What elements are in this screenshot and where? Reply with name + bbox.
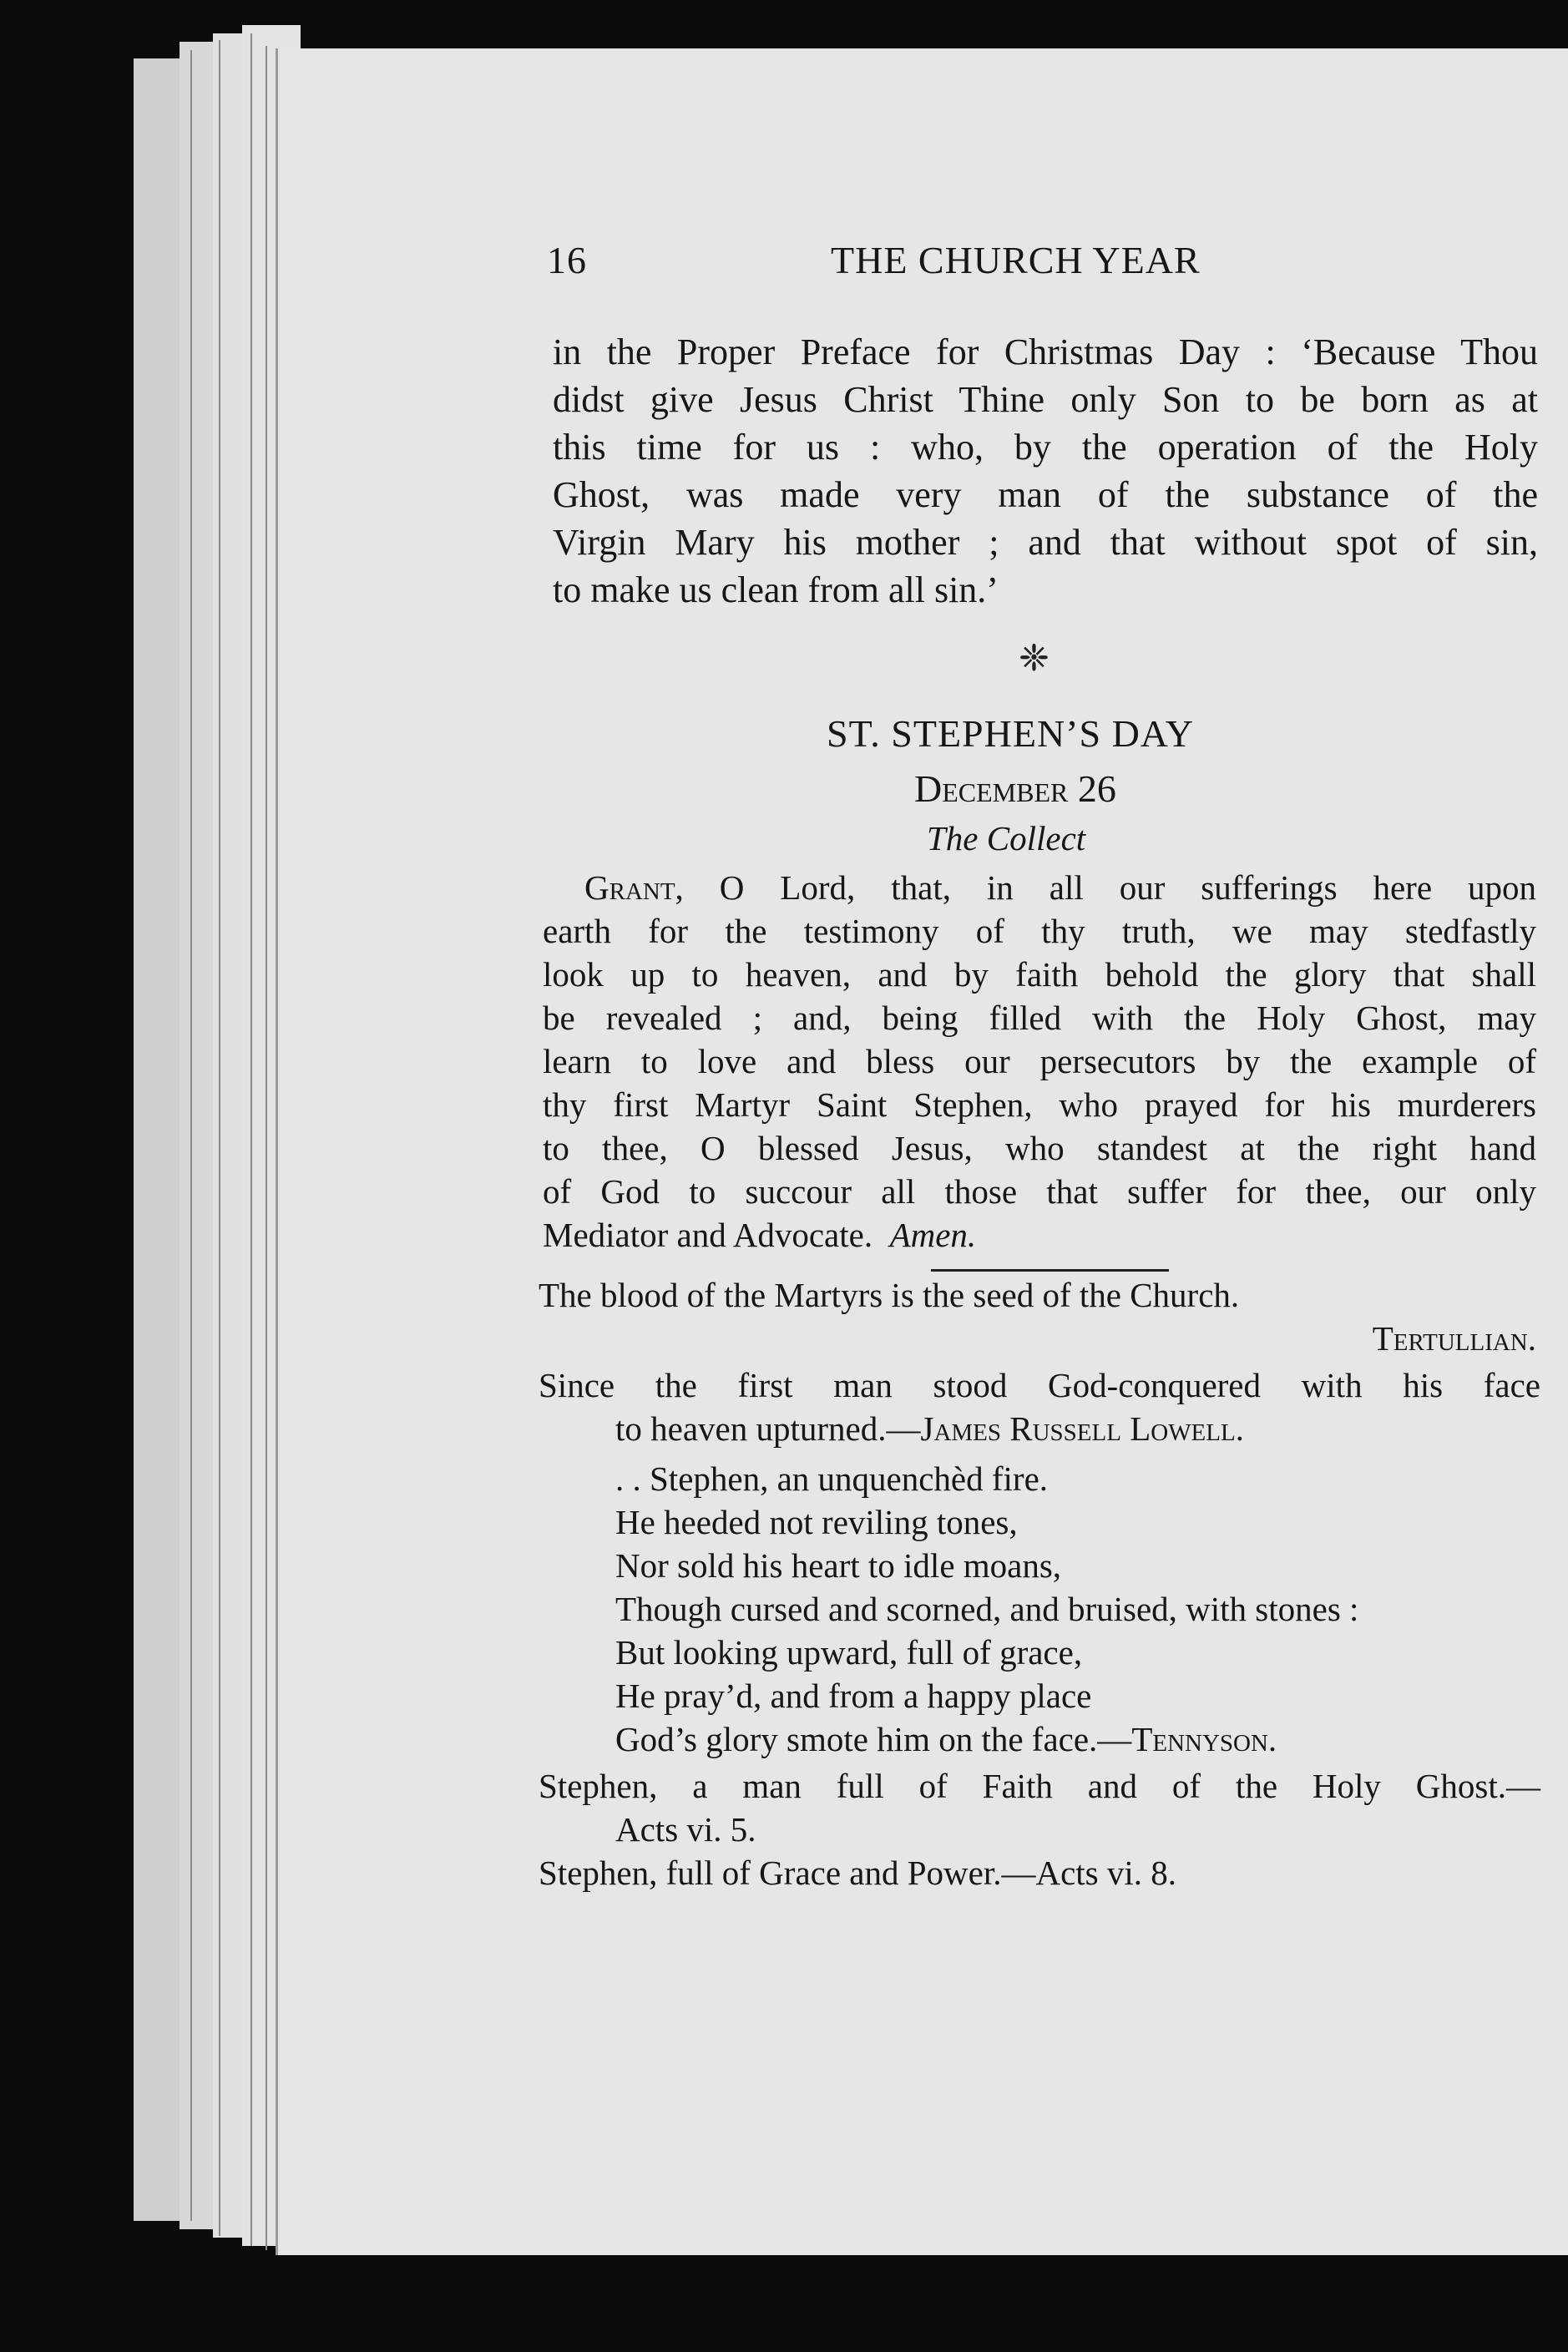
- text-line: thy first Martyr Saint Stephen, who prayed for his murderers: [543, 1085, 1536, 1124]
- acts-quote-line: Stephen, a man full of Faith and of the Holy Ghost.—: [539, 1767, 1540, 1805]
- running-title: THE CHURCH YEAR: [831, 239, 1201, 281]
- text-line: to make us clean from all sin.’: [553, 569, 999, 610]
- lowell-quote-line: Since the first man stood God-conquered with his face: [539, 1366, 1540, 1404]
- text-line: Virgin Mary his mother ; and that without spot of sin,: [553, 522, 1538, 563]
- tennyson-verse-line: Nor sold his heart to idle moans,: [615, 1546, 1062, 1585]
- tertullian-attribution: Tertullian.: [1372, 1319, 1536, 1358]
- acts-quote-line: Stephen, full of Grace and Power.—Acts vi. 8.: [539, 1854, 1177, 1892]
- quotations-block: [539, 1273, 1540, 1894]
- acts-reference: Acts vi. 5.: [615, 1810, 756, 1849]
- tennyson-verse-line: He pray’d, and from a happy place: [615, 1677, 1092, 1715]
- text-line: O Lord, that, in all our sufferings here upon: [683, 868, 1536, 907]
- divider-rule: [931, 1269, 1169, 1272]
- text-line: earth for the testimony of thy truth, we may stedfastly: [543, 912, 1536, 950]
- tertullian-quote: The blood of the Martyrs is the seed of the Church.: [539, 1276, 1240, 1314]
- section-title: ST. STEPHEN’S DAY: [827, 712, 1195, 755]
- text-line: be revealed ; and, being filled with the Holy Ghost, may: [543, 999, 1536, 1037]
- text-line: didst give Jesus Christ Thine only Son to be born as at: [553, 379, 1538, 420]
- text-line: [543, 1213, 1536, 1257]
- text-line: learn to love and bless our persecutors by the example of: [543, 1042, 1536, 1080]
- collect-lead-word: Grant,: [584, 868, 684, 907]
- page-edge-line: [266, 46, 267, 2250]
- tennyson-verse-line: . . Stephen, an unquenchèd fire.: [615, 1459, 1049, 1498]
- text-line: this time for us : who, by the operation of the Holy: [553, 427, 1538, 468]
- fleuron-ornament: ❈: [1019, 638, 1050, 679]
- tennyson-verse-line: But looking upward, full of grace,: [615, 1633, 1083, 1672]
- page-edge-line: [219, 40, 220, 2236]
- tennyson-verse-line: He heeded not reviling tones,: [615, 1503, 1018, 1541]
- text-line: in the Proper Preface for Christmas Day : ‘Because Thou: [553, 331, 1538, 372]
- collect-prayer: [543, 866, 1536, 1257]
- intro-paragraph: [553, 328, 1538, 614]
- page-edge-line: [190, 50, 192, 2221]
- tennyson-verse-line: [539, 1717, 1540, 1761]
- text-line: look up to heaven, and by faith behold the glory that shall: [543, 955, 1536, 994]
- section-date: December 26: [914, 767, 1116, 810]
- tennyson-verse-line: Though cursed and scorned, and bruised, with stones :: [615, 1590, 1359, 1628]
- text-line: [543, 866, 1536, 909]
- text-line: of God to succour all those that suffer for thee, our only: [543, 1172, 1536, 1211]
- tennyson-verse-line: God’s glory smote him on the face.—: [615, 1720, 1132, 1758]
- collect-heading: The Collect: [927, 819, 1086, 857]
- lowell-quote-line: [539, 1407, 1540, 1450]
- lowell-attribution: James Russell Lowell.: [920, 1409, 1244, 1448]
- text-line: Mediator and Advocate.: [543, 1216, 873, 1254]
- page-number: 16: [547, 239, 587, 281]
- text-line: Ghost, was made very man of the substance of the: [553, 474, 1538, 515]
- text-line: to thee, O blessed Jesus, who standest at the right hand: [543, 1129, 1536, 1167]
- lowell-quote-line: to heaven upturned.—: [615, 1409, 921, 1448]
- page-edge-line: [250, 33, 252, 2246]
- amen: Amen.: [889, 1216, 977, 1254]
- tennyson-attribution: Tennyson.: [1131, 1720, 1277, 1758]
